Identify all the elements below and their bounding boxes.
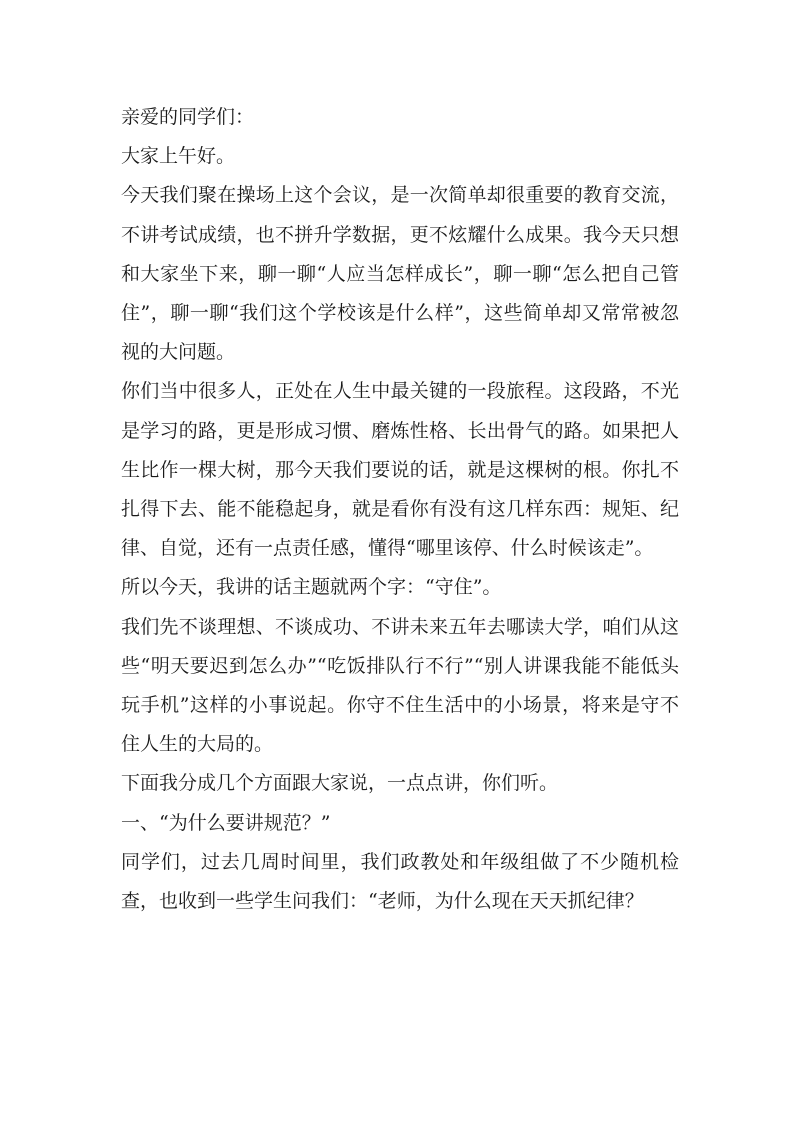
- paragraph: 今天我们聚在操场上这个会议，是一次简单却很重要的教育交流，不讲考试成绩，也不拼升学数据，更不炫耀什么成果。我今天只想和大家坐下来，聊一聊“人应当怎样成长”，聊一聊“怎么把自己管住”，聊一聊“我们这个学校该是什么样”，这些简单却又常常被忽视的大问题。: [121, 184, 679, 364]
- salutation: 大家上午好。: [121, 145, 236, 168]
- document-body: [121, 98, 679, 921]
- greeting: 亲爱的同学们：: [121, 106, 255, 128]
- section-heading: 一、“为什么要讲规范？”: [121, 811, 331, 834]
- paragraph: 同学们，过去几周时间里，我们政教处和年级组做了不少随机检查，也收到一些学生问我们：“老师，为什么现在天天抓纪律？: [121, 850, 679, 913]
- paragraph: 你们当中很多人，正处在人生中最关键的一段旅程。这段路，不光是学习的路，更是形成习惯、磨炼性格、长出骨气的路。如果把人生比作一棵大树，那今天我们要说的话，就是这棵树的根。你扎不扎得下去、能不能稳起身，就是看你有没有这几样东西：规矩、纪律、自觉，还有一点责任感，懂得“哪里该停、什么时候该走”。: [121, 380, 679, 560]
- paragraph: 我们先不谈理想、不谈成功、不讲未来五年去哪读大学，咱们从这些“明天要迟到怎么办”“吃饭排队行不行”“别人讲课我能不能低头玩手机”这样的小事说起。你守不住生活中的小场景，将来是守不住人生的大局的。: [121, 615, 679, 756]
- paragraph: 所以今天，我讲的话主题就两个字：“守住”。: [121, 576, 502, 599]
- paragraph: 下面我分成几个方面跟大家说，一点点讲，你们听。: [121, 772, 559, 795]
